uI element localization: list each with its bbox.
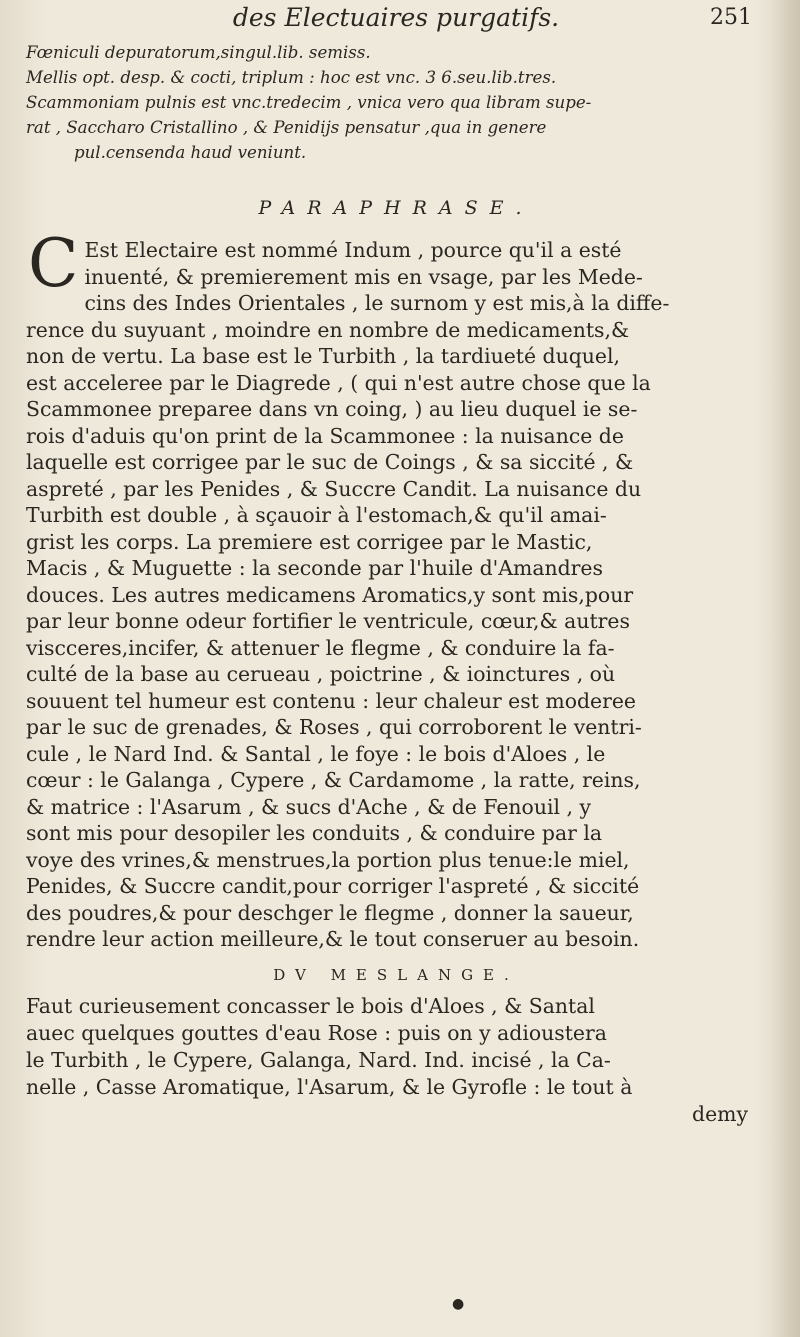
- text-line: & matrice : l'Asarum , & sucs d'Ache , & de Fenouil , y: [26, 794, 591, 819]
- meslange-paragraph: [26, 993, 766, 1128]
- text-line: grist les corps. La premiere est corrigee par le Mastic,: [26, 529, 593, 554]
- text-line: inuenté, & premierement mis en vsage, par les Mede-: [84, 264, 643, 289]
- text-line: laquelle est corrigee par le suc de Coings , & sa siccité , &: [26, 450, 634, 474]
- text-line: des poudres,& pour deschger le flegme , donner la saueur,: [26, 900, 634, 925]
- section-title-paraphrase: PARAPHRASE.: [258, 197, 534, 219]
- page-number: 251: [710, 5, 752, 30]
- text-line: voye des vrines,& menstrues,la portion plus tenue:le miel,: [26, 847, 630, 872]
- latin-line: pul.censenda haud veniunt.: [74, 143, 307, 162]
- text-line: rendre leur action meilleure,& le tout conseruer au besoin.: [26, 927, 640, 951]
- text-line: sont mis pour desopiler les conduits , & conduire par la: [26, 821, 603, 845]
- text-line: nelle , Casse Aromatique, l'Asarum, & le Gyrofle : le tout à: [26, 1074, 633, 1099]
- text-line: le Turbith , le Cypere, Galanga, Nard. Ind. incisé , la Ca-: [26, 1047, 611, 1072]
- page-header: [26, 0, 766, 36]
- text-line: viscceres,incifer, & attenuer le flegme , & conduire la fa-: [26, 635, 615, 660]
- drop-cap: C: [28, 225, 79, 302]
- latin-recipe-block: [26, 40, 766, 165]
- catchword: demy: [692, 1101, 748, 1126]
- text-line: par leur bonne odeur fortifier le ventricule, cœur,& autres: [26, 609, 630, 633]
- latin-line: Fœniculi depuratorum,singul.lib. semiss.: [26, 43, 371, 62]
- latin-line: Scammoniam pulnis est vnc.tredecim , vnica vero qua libram supe-: [26, 93, 592, 112]
- text-line: auec quelques gouttes d'eau Rose : puis on y adioustera: [26, 1020, 607, 1045]
- text-line: Penides, & Succre candit,pour corriger l'aspreté , & siccité: [26, 874, 640, 898]
- text-line: culté de la base au cerueau , poictrine , & ioinctures , où: [26, 662, 616, 686]
- subheading-meslange: DV MESLANGE.: [273, 965, 519, 984]
- latin-line: rat , Saccharo Cristallino , & Penidijs pensatur ,qua in genere: [26, 118, 547, 137]
- latin-line: Mellis opt. desp. & cocti, triplum : hoc est vnc. 3 6.seu.lib.tres.: [26, 68, 557, 87]
- running-title: des Electuaires purgatifs.: [232, 3, 560, 32]
- text-line: rence du suyuant , moindre en nombre de medicaments,&: [26, 317, 630, 342]
- text-line: rois d'aduis qu'on print de la Scammonee : la nuisance de: [26, 423, 624, 448]
- text-line: Macis , & Muguette : la seconde par l'huile d'Amandres: [26, 556, 603, 580]
- text-line: douces. Les autres medicamens Aromatics,y sont mis,pour: [26, 582, 634, 607]
- text-line: non de vertu. La base est le Turbith , la tardiueté duquel,: [26, 344, 620, 368]
- text-line: souuent tel humeur est contenu : leur chaleur est moderee: [26, 688, 636, 713]
- text-line: aspreté , par les Penides , & Succre Candit. La nuisance du: [26, 476, 642, 501]
- text-line: cins des Indes Orientales , le surnom y est mis,à la diffe-: [84, 291, 670, 315]
- text-line: par le suc de grenades, & Roses , qui corroborent le ventri-: [26, 715, 642, 739]
- text-line: Scammonee preparee dans vn coing, ) au lieu duquel ie se-: [26, 397, 638, 421]
- text-line: cœur : le Galanga , Cypere , & Cardamome , la ratte, reins,: [26, 768, 641, 792]
- text-line: cule , le Nard Ind. & Santal , le foye : le bois d'Aloes , le: [26, 741, 606, 766]
- text-line: Est Electaire est nommé Indum , pource qu'il a esté: [84, 238, 622, 262]
- page-edge-shadow: [770, 0, 800, 1337]
- paraphrase-paragraph: [26, 225, 766, 953]
- text-line: est acceleree par le Diagrede , ( qui n'est autre chose que la: [26, 370, 651, 395]
- text-line: Turbith est double , à sçauoir à l'estomach,& qu'il amai-: [26, 503, 607, 527]
- printer-mark-icon: ●: [452, 1296, 465, 1312]
- text-line: Faut curieusement concasser le bois d'Aloes , & Santal: [26, 993, 595, 1018]
